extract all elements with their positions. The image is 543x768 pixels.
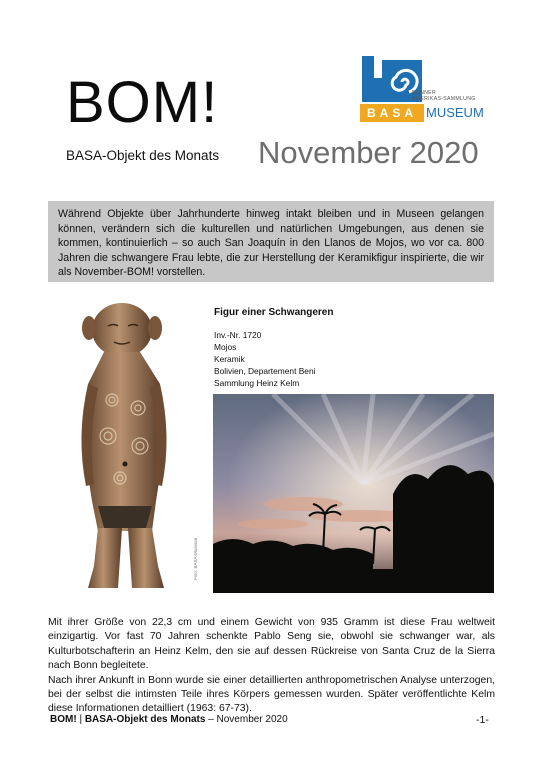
footer-brand: BOM! <box>50 714 77 725</box>
logo-museum: MUSEUM <box>426 105 484 120</box>
photo-credit: Foto: BASA-Museum <box>193 537 198 580</box>
object-origin: Bolivien, Departement Beni <box>214 366 316 376</box>
newsletter-title: BOM! <box>66 70 219 135</box>
issue-month: November 2020 <box>258 135 479 170</box>
object-title: Figur einer Schwangeren <box>214 307 334 318</box>
intro-box: Während Objekte über Jahrhunderte hinweg intakt bleiben und in Museen gelangen können, verändern sich die kulturellen und natürlichen Umgebungen, aus denen sie kommen, kontinuierlich – so auch San Joaquín in den Llanos de Mojos, wo vor ca. 800 Jahren die schwangere Frau lebte, die zur Herstellung der Keramikfigur inspirierte, die wir als November-BOM! vorstellen. <box>48 201 494 282</box>
ceramic-figure-image <box>48 296 202 594</box>
footer-bold: BASA-Objekt des Monats <box>84 714 206 725</box>
footer <box>50 714 288 725</box>
object-material: Keramik <box>214 354 245 364</box>
body-paragraph-1: Mit ihrer Größe von 22,3 cm und einem Gewicht von 935 Gramm ist diese Frau weltweit einzigartig. Vor fast 70 Jahren schenkte Pablo Seng sie, obwohl sie schwanger war, als Kulturbotschafterin an Heinz Kelm, den sie auf dessen Rückreise von Santa Cruz de la Sierra nach Bonn begleitete. <box>48 617 495 672</box>
body-text <box>48 616 495 717</box>
logo-caption <box>412 90 476 102</box>
newsletter-subtitle: BASA-Objekt des Monats <box>66 148 220 163</box>
object-collection: Sammlung Heinz Kelm <box>214 378 300 388</box>
footer-separator: | <box>76 714 85 725</box>
logo-caption-line1: BONNER <box>412 90 436 96</box>
object-culture: Mojos <box>214 342 237 352</box>
page-number: -1- <box>476 714 489 726</box>
object-inventory: Inv.-Nr. 1720 <box>214 330 262 340</box>
body-paragraph-2: Nach ihrer Ankunft in Bonn wurde sie einer detaillierten anthropometrischen Analyse unterzogen, bei der selbst die intimsten Teile ihres Körpers gemessen wurden. Später veröffentlichte Kelm diese Informationen detailliert (1963: 67-73). <box>48 674 495 715</box>
sunset-landscape-image <box>213 394 494 593</box>
logo-caption-line2: AMERIKAS-SAMMLUNG <box>412 96 476 102</box>
footer-rest: – November 2020 <box>205 714 288 725</box>
logo-basa: BASA <box>360 104 424 122</box>
